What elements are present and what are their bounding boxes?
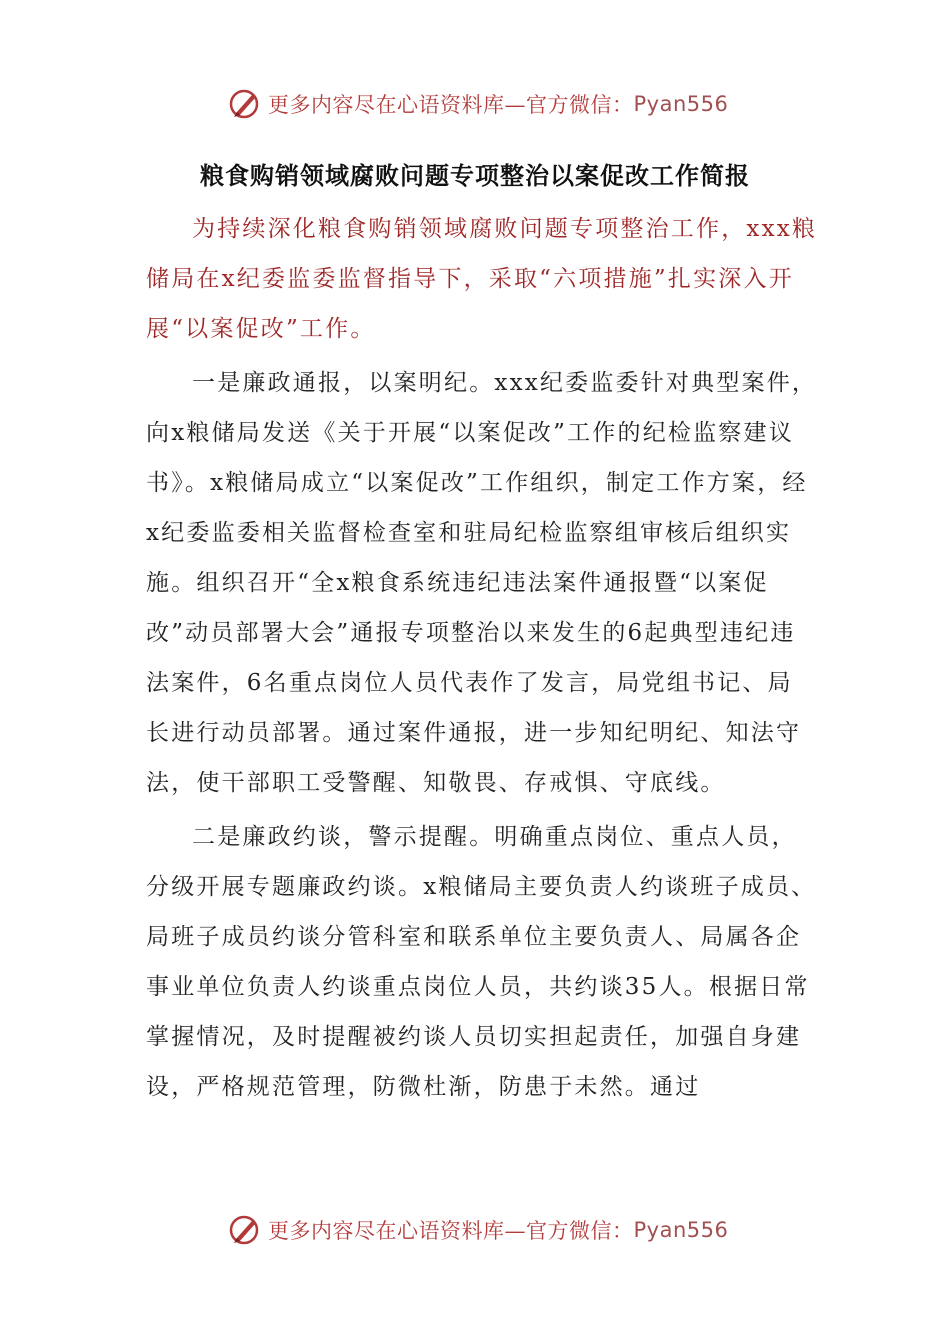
footer-banner-wechat: Pyan556 — [633, 1218, 729, 1242]
header-banner-text: 更多内容尽在心语资料库—官方微信： — [268, 93, 634, 117]
paragraph-2: 二是廉政约谈，警示提醒。明确重点岗位、重点人员，分级开展专题廉政约谈。x粮储局主要负责人约谈班子成员、局班子成员约谈分管科室和联系单位主要负责人、局属各企事业单位负责人约谈重点岗位人员，共约谈35人。根据日常掌握情况，及时提醒被约谈人员切实担起责任，加强自身建设，严格规范管理，防微杜渐，防患于未然。通过 — [146, 824, 817, 1100]
header-banner — [228, 84, 728, 124]
header-banner-wechat: Pyan556 — [633, 92, 729, 116]
pen-logo-icon — [228, 1213, 262, 1247]
footer-banner-text: 更多内容尽在心语资料库—官方微信： — [268, 1219, 634, 1243]
document-title: 粮食购销领域腐败问题专项整治以案促改工作简报 — [200, 162, 750, 190]
footer-banner — [228, 1210, 728, 1250]
paragraph-1: 一是廉政通报，以案明纪。xxx纪委监委针对典型案件，向x粮储局发送《关于开展“以案促改”工作的纪检监察建议书》。x粮储局成立“以案促改”工作组织，制定工作方案，经x纪委监委相关监督检查室和驻局纪检监察组审核后组织实施。组织召开“全x粮食系统违纪违法案件通报暨“以案促改”动员部署大会”通报专项整治以来发生的6起典型违纪违法案件，6名重点岗位人员代表作了发言，局党组书记、局长进行动员部署。通过案件通报，进一步知纪明纪、知法守法，使干部职工受警醒、知敬畏、存戒惧、守底线。 — [146, 370, 818, 796]
lead-paragraph: 为持续深化粮食购销领域腐败问题专项整治工作，xxx粮储局在x纪委监委监督指导下，采取“六项措施”扎实深入开展“以案促改”工作。 — [146, 216, 818, 342]
document-body — [146, 204, 818, 1116]
pen-logo-icon — [228, 87, 262, 121]
